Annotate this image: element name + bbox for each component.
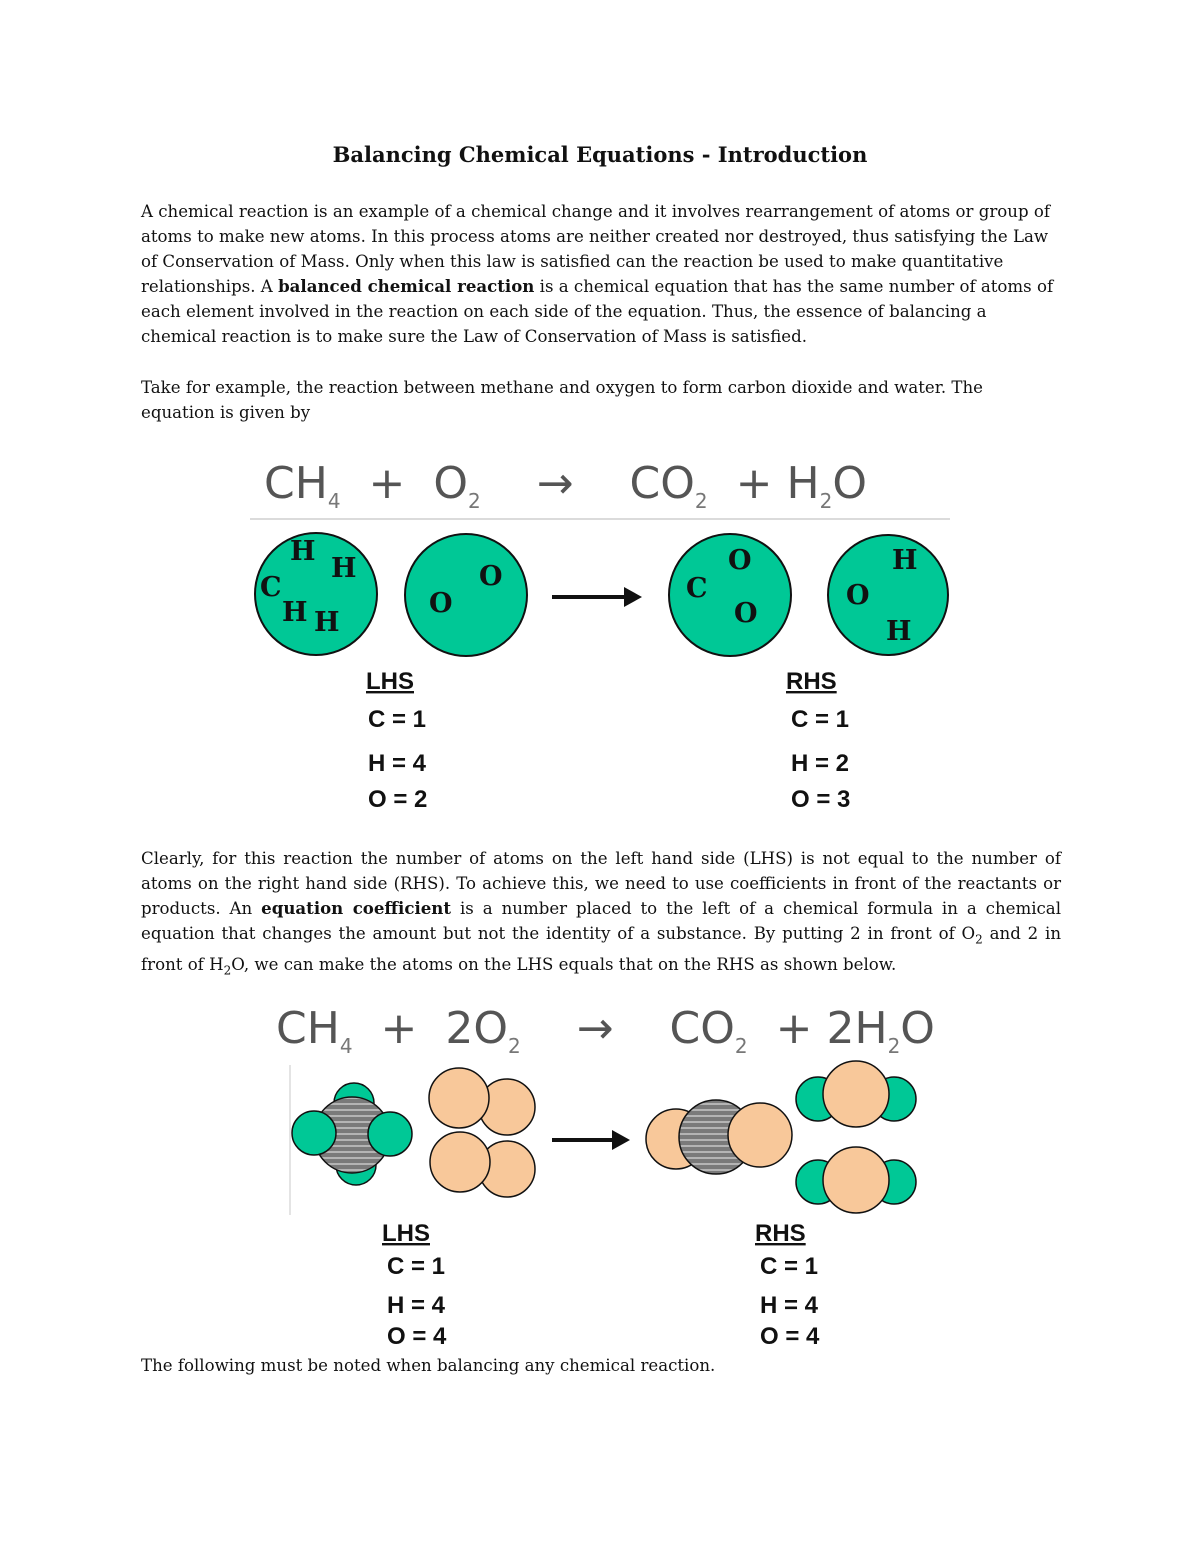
atom-o: O [728, 545, 752, 576]
rhs-h-count: H = 2 [791, 750, 850, 777]
equation-balanced: $CH_4 + 2O_2$ → $CO_2 + 2H_2O$ [276, 1003, 935, 1058]
atom-c: C [686, 573, 708, 604]
oxygen-atom [823, 1061, 889, 1127]
atom-o: O [846, 580, 870, 611]
oxygen-molecule [405, 534, 527, 656]
rhs-o-count: O = 3 [791, 786, 851, 813]
closing-paragraph: The following must be noted when balancing any chemical reaction. [141, 1356, 716, 1375]
molecule-diagram-2 [270, 995, 950, 1355]
atom-h: H [290, 536, 316, 567]
lhs-o-count: O = 2 [368, 786, 428, 813]
reaction-arrow-icon [612, 1130, 630, 1150]
hydrogen-atom [292, 1111, 336, 1155]
atom-h: H [282, 597, 308, 628]
page-title: Balancing Chemical Equations - Introduction [332, 142, 868, 167]
oxygen-atom [430, 1132, 490, 1192]
atom-c: C [260, 572, 282, 603]
atom-o: O [479, 561, 503, 592]
lhs-o-count: O = 4 [387, 1323, 447, 1350]
reaction-arrow-icon [624, 587, 642, 607]
example-paragraph: Take for example, the reaction between methane and oxygen to form carbon dioxide and water. The equation is given by [141, 378, 983, 422]
intro-text-2: is a chemical equation that has the same number of atoms of each element involved in the reaction on each side of the equation. Thus, the essence of balancing a chemical reaction is to make sure the Law of Conservation of Mass is satisfied. [141, 277, 1054, 346]
lhs-c-count: C = 1 [368, 706, 427, 733]
lhs-c-count: C = 1 [387, 1253, 446, 1280]
atom-o: O [429, 588, 453, 619]
oxygen-atom [429, 1068, 489, 1128]
hydrogen-atom [368, 1112, 412, 1156]
rhs-c-count: C = 1 [760, 1253, 819, 1280]
atom-h: H [886, 616, 912, 647]
rhs-c-count: C = 1 [791, 706, 850, 733]
rhs-h-count: H = 4 [760, 1292, 819, 1319]
oxygen-atom [728, 1103, 792, 1167]
atom-h: H [331, 553, 357, 584]
lhs-label: LHS [366, 668, 414, 695]
lhs-h-count: H = 4 [368, 750, 427, 777]
balanced-equation-figure [270, 995, 950, 1355]
rhs-o-count: O = 4 [760, 1323, 820, 1350]
equation-unbalanced: $CH_4 + O_2$ → $CO_2 + H_2O$ [264, 458, 867, 513]
intro-paragraph [141, 199, 1061, 349]
intro-bold-term: balanced chemical reaction [278, 276, 535, 296]
molecule-diagram-1 [250, 448, 960, 820]
rhs-label: RHS [755, 1220, 806, 1247]
coefficient-paragraph: Clearly, for this reaction the number of atoms on the left hand side (LHS) is not equal to the number of atoms on the right hand side (RHS). To achieve this, we need to use coefficients in front of the reactants or products. An equation coefficient is a number placed to the left of a chemical formula in a chemical equation that changes the amount but not the identity of a substance. By putting 2 in front of $O_2$ and 2 in front of $H_2O$, we can make the atoms on the LHS equals that on the RHS as shown below. [141, 849, 1062, 978]
lhs-h-count: H = 4 [387, 1292, 446, 1319]
rhs-label: RHS [786, 668, 837, 695]
atom-h: H [892, 545, 918, 576]
atom-o: O [734, 598, 758, 629]
unbalanced-equation-figure [250, 448, 960, 820]
lhs-label: LHS [382, 1220, 430, 1247]
intro-text-1: A chemical reaction is an example of a chemical change and it involves rearrangement of atoms or group of atoms to make new atoms. In this process atoms are neither created nor destroyed, thus satisfying the Law of Conservation of Mass. Only when this law is satisfied can the reaction be used to make quantitative relationships. A [141, 202, 1051, 296]
oxygen-atom [823, 1147, 889, 1213]
atom-h: H [314, 607, 340, 638]
coefficient-bold-term: equation coefficient [261, 898, 452, 918]
